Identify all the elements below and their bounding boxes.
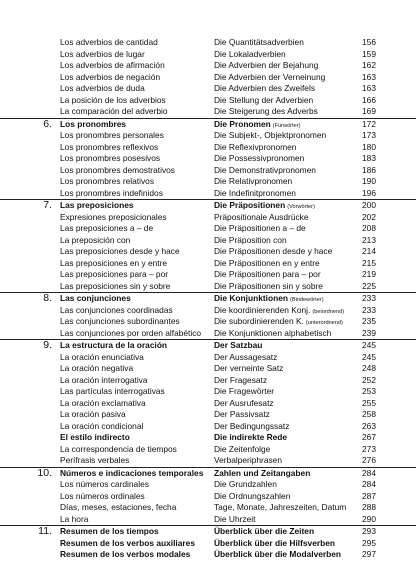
german-title-cell [214, 538, 335, 550]
german-title-cell [214, 444, 270, 456]
german-title: Die Ordnungszahlen [214, 490, 291, 501]
spanish-title: Resumen de los verbos auxiliares [60, 537, 195, 548]
german-title-cell [214, 269, 321, 281]
toc-entry [0, 386, 416, 398]
toc-entry [0, 455, 416, 467]
toc-entry [0, 305, 416, 317]
german-title: Die subordinierenden K. [214, 316, 304, 326]
german-title-cell [214, 455, 282, 467]
german-title-cell [214, 246, 332, 258]
german-title-cell [214, 153, 304, 165]
page-number: 273 [362, 443, 376, 454]
page-number: 225 [362, 280, 376, 291]
german-title: Verbalperiphrasen [214, 455, 282, 465]
page-number: 245 [362, 351, 376, 362]
toc-entry [0, 467, 416, 480]
spanish-title: Los números ordinales [60, 490, 145, 501]
page-number: 213 [362, 234, 376, 245]
spanish-title: La hora [60, 513, 89, 524]
page-number: 235 [362, 316, 376, 326]
toc-entry [0, 363, 416, 375]
page-number: 255 [362, 397, 376, 408]
toc-entry [0, 409, 416, 421]
toc-entry [0, 142, 416, 154]
german-title: Die Steigerung des Adverbs [214, 106, 318, 116]
spanish-title: Los pronombres personales [60, 130, 164, 140]
toc-entry [0, 352, 416, 364]
german-title-cell [214, 526, 314, 538]
page-number: 284 [362, 479, 376, 489]
spanish-title: Los adverbios de negación [60, 71, 161, 82]
german-title: Die Präposition con [214, 234, 287, 245]
german-title: Die Adverbien der Bejahung [214, 60, 319, 70]
page-number: 200 [362, 200, 376, 210]
german-title: Die Präpositionen [214, 200, 286, 210]
german-title: Überblick über die Hilfsverben [214, 537, 336, 548]
german-title-cell [214, 72, 325, 84]
spanish-title: Los adverbios de afirmación [60, 60, 165, 70]
german-title: Die Präpositionen para – por [214, 269, 321, 279]
page-number: 233 [362, 304, 376, 315]
german-title-cell [214, 235, 287, 247]
german-title: Tage, Monate, Jahreszeiten, Datum [214, 502, 347, 512]
german-title-cell [214, 468, 310, 480]
spanish-title: Expresiones preposicionales [60, 211, 167, 222]
toc-entry [0, 95, 416, 107]
page-number: 173 [362, 130, 376, 140]
spanish-title: Los adverbios de duda [60, 83, 145, 93]
page-number: 253 [362, 386, 376, 396]
german-title-cell [214, 130, 326, 142]
toc-entry [0, 246, 416, 258]
page-number: 162 [362, 60, 376, 70]
german-title: Der Bedingungssatz [214, 420, 290, 431]
toc-entry [0, 49, 416, 61]
toc-entry [0, 188, 416, 200]
toc-entry [0, 525, 416, 538]
german-title-cell [214, 49, 286, 61]
toc-entry [0, 199, 416, 212]
chapter-number: 9. [43, 339, 52, 351]
german-title: Die Indefinitpronomen [214, 187, 296, 198]
page-number: 290 [362, 513, 376, 524]
german-title-cell [214, 432, 287, 444]
toc-entry [0, 72, 416, 84]
page-number: 159 [362, 48, 376, 59]
spanish-title: El estilo indirecto [60, 432, 130, 442]
spanish-title: Los pronombres relativos [60, 176, 155, 186]
german-title-cell [214, 223, 306, 235]
toc-entry [0, 212, 416, 224]
spanish-title: Los pronombres reflexivos [60, 141, 159, 152]
german-title-cell [214, 502, 346, 514]
german-note: (Fürwörter) [272, 122, 301, 129]
page-number: 252 [362, 374, 376, 385]
german-title: Der verneinte Satz [214, 363, 284, 373]
spanish-title: La oración condicional [60, 420, 144, 431]
german-title: Die Präpositionen en y entre [214, 257, 320, 268]
german-title: Zahlen und Zeitangaben [214, 467, 311, 478]
toc-entry [0, 60, 416, 72]
page-number: 215 [362, 257, 376, 268]
page-number: 233 [362, 293, 376, 303]
toc-entry [0, 514, 416, 526]
toc-entry [0, 258, 416, 270]
german-note: (unterordnend) [305, 320, 343, 326]
toc-entry [0, 37, 416, 49]
german-title-cell [214, 375, 267, 387]
german-title-cell [214, 421, 289, 433]
german-title: Der Fragesatz [214, 374, 268, 385]
spanish-title: La correspondencia de tiempos [60, 443, 177, 454]
german-title: Der Passivsatz [214, 409, 270, 419]
page-number: 156 [362, 37, 376, 47]
german-title: Die Reflexivpronomen [214, 141, 297, 152]
spanish-title: Los pronombres posesivos [60, 153, 161, 163]
german-title-cell [214, 491, 290, 503]
spanish-title: La oración pasiva [60, 409, 126, 419]
german-title: Die Grundzahlen [214, 479, 277, 489]
toc-entry [0, 479, 416, 491]
page-number: 258 [362, 409, 376, 419]
german-title: Die Demonstrativpronomen [214, 164, 316, 175]
german-title: Die Relativpronomen [214, 176, 293, 186]
german-title-cell [214, 142, 296, 154]
german-title-cell [214, 386, 274, 398]
page-number: 293 [362, 526, 376, 536]
spanish-title: Las conjunciones subordinantes [60, 316, 180, 326]
german-title-cell [214, 95, 313, 107]
toc-entry [0, 549, 416, 561]
page-number: 180 [362, 141, 376, 152]
toc-entry [0, 339, 416, 352]
page-number: 202 [362, 211, 376, 222]
german-title: Die Uhrzeit [214, 513, 256, 524]
chapter-number: 8. [43, 292, 52, 304]
german-title-cell [214, 60, 318, 72]
toc-entry [0, 444, 416, 456]
german-title: Die koordinierenden Konj. [214, 304, 311, 315]
toc-entry [0, 165, 416, 177]
toc-entry [0, 398, 416, 410]
toc-entry [0, 223, 416, 235]
spanish-title: La estructura de la oración [60, 340, 168, 350]
german-title: Die indirekte Rede [214, 432, 288, 442]
page-number: 166 [362, 94, 376, 105]
toc-entry [0, 432, 416, 444]
page-number: 186 [362, 164, 376, 175]
german-title: Die Adverbien der Verneinung [214, 71, 326, 82]
page-number: 248 [362, 363, 376, 373]
german-title-cell [214, 281, 323, 293]
spanish-title: La posición de los adverbios [60, 94, 166, 105]
spanish-title: Las conjunciones [60, 293, 131, 303]
page-number: 284 [362, 467, 376, 478]
spanish-title: Los adverbios de cantidad [60, 37, 158, 47]
page-number: 169 [362, 106, 376, 116]
page-number: 276 [362, 455, 376, 465]
german-title-cell [214, 106, 318, 118]
german-title-cell [214, 409, 270, 421]
spanish-title: Perífrasis verbales [60, 455, 130, 465]
chapter-number: 10. [37, 466, 52, 479]
german-note: (Bindewörter) [289, 297, 324, 303]
german-title: Die Präpositionen a – de [214, 223, 306, 233]
spanish-title: La oración interrogativa [60, 374, 148, 385]
table-of-contents [0, 37, 416, 561]
page-number: 288 [362, 502, 376, 512]
page-number: 287 [362, 490, 376, 501]
spanish-title: La oración exclamativa [60, 397, 146, 408]
german-title-cell [214, 352, 277, 364]
page-number: 163 [362, 71, 376, 82]
spanish-title: Las conjunciones por orden alfabético [60, 327, 202, 338]
page-number: 163 [362, 83, 376, 93]
german-title: Die Stellung der Adverbien [214, 94, 314, 105]
spanish-title: Días, meses, estaciones, fecha [60, 502, 177, 512]
toc-entry [0, 538, 416, 550]
german-title: Der Aussagesatz [214, 351, 278, 362]
toc-entry [0, 153, 416, 165]
toc-entry [0, 269, 416, 281]
german-title-cell [214, 340, 262, 352]
german-title-cell [214, 258, 320, 270]
page-number: 297 [362, 549, 376, 559]
toc-entry [0, 118, 416, 131]
toc-entry [0, 235, 416, 247]
chapter-number: 6. [43, 117, 52, 130]
german-title-cell [214, 398, 274, 410]
spanish-title: Las preposiciones a – de [60, 223, 154, 233]
german-title-cell [214, 328, 331, 340]
german-title-cell [214, 479, 277, 491]
german-note: (Vorwörter) [287, 204, 315, 210]
spanish-title: La oración enunciativa [60, 351, 144, 362]
page-number: 263 [362, 420, 376, 431]
spanish-title: Los pronombres [60, 118, 127, 129]
german-title-cell [214, 176, 292, 188]
page-number: 239 [362, 327, 376, 338]
spanish-title: Los números cardinales [60, 479, 149, 489]
german-title: Die Präpositionen sin y sobre [214, 280, 323, 291]
spanish-title: La preposición con [60, 234, 131, 245]
spanish-title: Los adverbios de lugar [60, 48, 145, 59]
german-note: (beiordnend) [312, 308, 345, 315]
spanish-title: Las preposiciones sin y sobre [60, 280, 171, 291]
page-number: 245 [362, 340, 376, 350]
german-title: Die Pronomen [214, 118, 271, 129]
page-number: 196 [362, 187, 376, 198]
spanish-title: Los pronombres demostrativos [60, 164, 175, 175]
spanish-title: Las preposiciones [60, 200, 134, 210]
german-title: Der Ausrufesatz [214, 397, 274, 408]
german-title: Die Präpositionen desde y hace [214, 246, 333, 256]
german-title-cell [214, 83, 315, 95]
german-title-cell [214, 212, 309, 224]
spanish-title: Las preposiciones desde y hace [60, 246, 180, 256]
toc-entry [0, 281, 416, 293]
page-number: 183 [362, 153, 376, 163]
toc-entry [0, 316, 416, 328]
spanish-title: La comparación del adverbio [60, 106, 168, 116]
spanish-title: Los pronombres indefinidos [60, 187, 163, 198]
spanish-title: Las conjunciones coordinadas [60, 304, 173, 315]
spanish-title: Las partículas interrogativas [60, 386, 165, 396]
page-number: 267 [362, 432, 376, 442]
german-title: Präpositionale Ausdrücke [214, 211, 309, 222]
german-title-cell [214, 188, 296, 200]
spanish-title: Las preposiciones para – por [60, 269, 169, 279]
german-title: Die Konjunktionen [214, 293, 288, 303]
toc-entry [0, 502, 416, 514]
toc-entry [0, 328, 416, 340]
german-title: Die Possessivpronomen [214, 153, 305, 163]
page-number: 172 [362, 118, 376, 129]
spanish-title: Las preposiciones en y entre [60, 257, 168, 268]
german-title: Die Subjekt-, Objektpronomen [214, 130, 327, 140]
toc-entry [0, 292, 416, 305]
page-number: 219 [362, 269, 376, 279]
toc-entry [0, 83, 416, 95]
german-title: Überblick über die Zeiten [214, 526, 315, 536]
toc-entry [0, 176, 416, 188]
page-number: 190 [362, 176, 376, 186]
spanish-title: Números e indicaciones temporales [60, 467, 204, 478]
german-title: Die Lokaladverbien [214, 48, 286, 59]
german-title: Die Konjunktionen alphabetisch [214, 327, 332, 338]
german-title-cell [214, 37, 304, 49]
german-title: Die Adverbien des Zweifels [214, 83, 316, 93]
spanish-title: La oración negativa [60, 363, 134, 373]
german-title: Der Satzbau [214, 340, 263, 350]
toc-entry [0, 130, 416, 142]
german-title: Die Quantitätsadverbien [214, 37, 304, 47]
german-title-cell [214, 165, 316, 177]
page-number: 214 [362, 246, 376, 256]
german-title: Die Fragewörter [214, 386, 275, 396]
german-title: Die Zeitenfolge [214, 443, 271, 454]
page-number: 295 [362, 537, 376, 548]
spanish-title: Resumen de los tiempos [60, 526, 159, 536]
german-title: Überblick über die Modalverben [214, 549, 342, 559]
chapter-number: 7. [43, 199, 52, 211]
page-number: 208 [362, 223, 376, 233]
toc-entry [0, 491, 416, 503]
spanish-title: Resumen de los verbos modales [60, 549, 191, 559]
toc-entry [0, 421, 416, 433]
german-title-cell [214, 363, 283, 375]
toc-entry [0, 375, 416, 387]
chapter-number: 11. [38, 525, 52, 537]
german-title-cell [214, 514, 255, 526]
toc-entry [0, 106, 416, 118]
german-title-cell [214, 549, 341, 561]
